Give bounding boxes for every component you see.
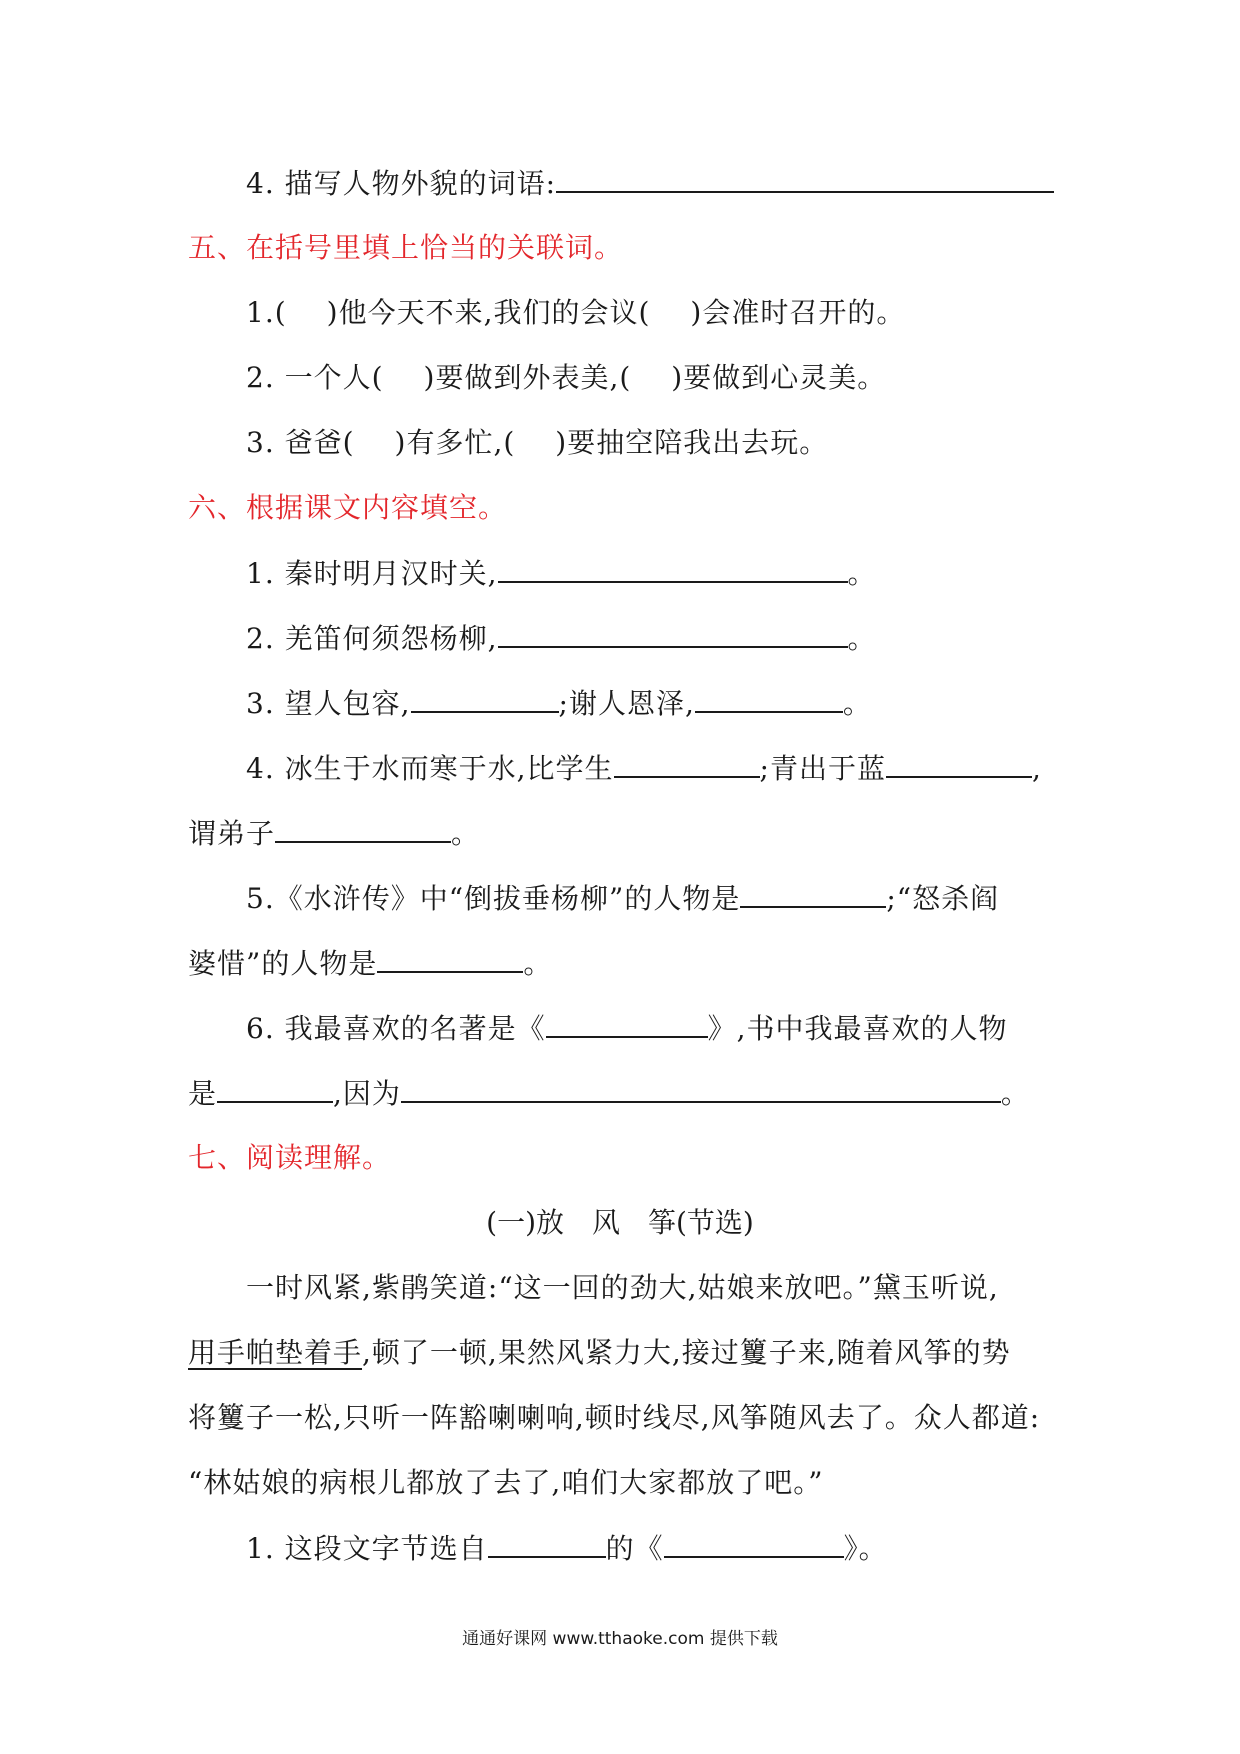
question-4-4: 4. 描写人物外貌的词语: <box>246 165 1054 202</box>
passage-line-4: “林姑娘的病根儿都放了去了,咱们大家都放了吧。” <box>188 1466 824 1499</box>
section-6-heading: 六、根据课文内容填空。 <box>188 491 508 524</box>
section-5-heading: 五、在括号里填上恰当的关联词。 <box>188 231 624 264</box>
question-6-1: 1. 秦时明月汉时关, 。 <box>246 557 877 590</box>
question-6-2: 2. 羌笛何须怨杨柳, 。 <box>246 622 877 655</box>
passage-line-3: 将籰子一松,只听一阵豁喇喇响,顿时线尽,风筝随风去了。众人都道: <box>188 1401 1041 1434</box>
question-6-4-cont: 谓弟子 。 <box>188 817 481 850</box>
blank[interactable] <box>886 750 1032 778</box>
blank[interactable] <box>488 1530 606 1558</box>
question-6-3: 3. 望人包容, ;谢人恩泽, 。 <box>246 687 872 720</box>
passage-line-2: 用手帕垫着手,顿了一顿,果然风紧力大,接过籰子来,随着风筝的势 <box>188 1336 1011 1369</box>
question-6-6: 6. 我最喜欢的名著是《 》,书中我最喜欢的人物 <box>246 1012 1008 1045</box>
blank[interactable] <box>411 685 559 713</box>
question-6-4: 4. 冰生于水而寒于水,比学生 ;青出于蓝 , <box>246 752 1042 785</box>
blank[interactable] <box>275 815 451 843</box>
blank[interactable] <box>664 1530 844 1558</box>
blank[interactable] <box>401 1075 1001 1103</box>
underlined-phrase: 用手帕垫着手 <box>188 1336 363 1369</box>
question-5-2: 2. 一个人( )要做到外表美,( )要做到心灵美。 <box>246 361 887 394</box>
blank[interactable] <box>546 1010 708 1038</box>
passage-title: (一)放 风 筝(节选) <box>486 1206 754 1239</box>
blank[interactable] <box>498 620 848 648</box>
section-7-heading: 七、阅读理解。 <box>188 1141 392 1174</box>
blank[interactable] <box>556 165 1054 193</box>
question-6-5-cont: 婆惜”的人物是 。 <box>188 947 553 980</box>
question-7-1: 1. 这段文字节选自 的《 》。 <box>246 1532 888 1565</box>
blank[interactable] <box>498 555 848 583</box>
blank[interactable] <box>614 750 760 778</box>
blank[interactable] <box>377 945 523 973</box>
question-5-3: 3. 爸爸( )有多忙,( )要抽空陪我出去玩。 <box>246 426 829 459</box>
question-6-6-cont: 是 ,因为 。 <box>188 1077 1030 1110</box>
footer: 通通好课网 www.tthaoke.com 提供下载 <box>462 1629 778 1649</box>
question-6-5: 5.《水浒传》中“倒拔垂杨柳”的人物是 ;“怒杀阎 <box>246 882 1000 915</box>
blank[interactable] <box>740 880 886 908</box>
blank[interactable] <box>217 1075 333 1103</box>
passage-line-1: 一时风紧,紫鹃笑道:“这一回的劲大,姑娘来放吧。”黛玉听说, <box>246 1271 999 1304</box>
blank[interactable] <box>695 685 843 713</box>
question-5-1: 1.( )他今天不来,我们的会议( )会准时召开的。 <box>246 296 906 329</box>
